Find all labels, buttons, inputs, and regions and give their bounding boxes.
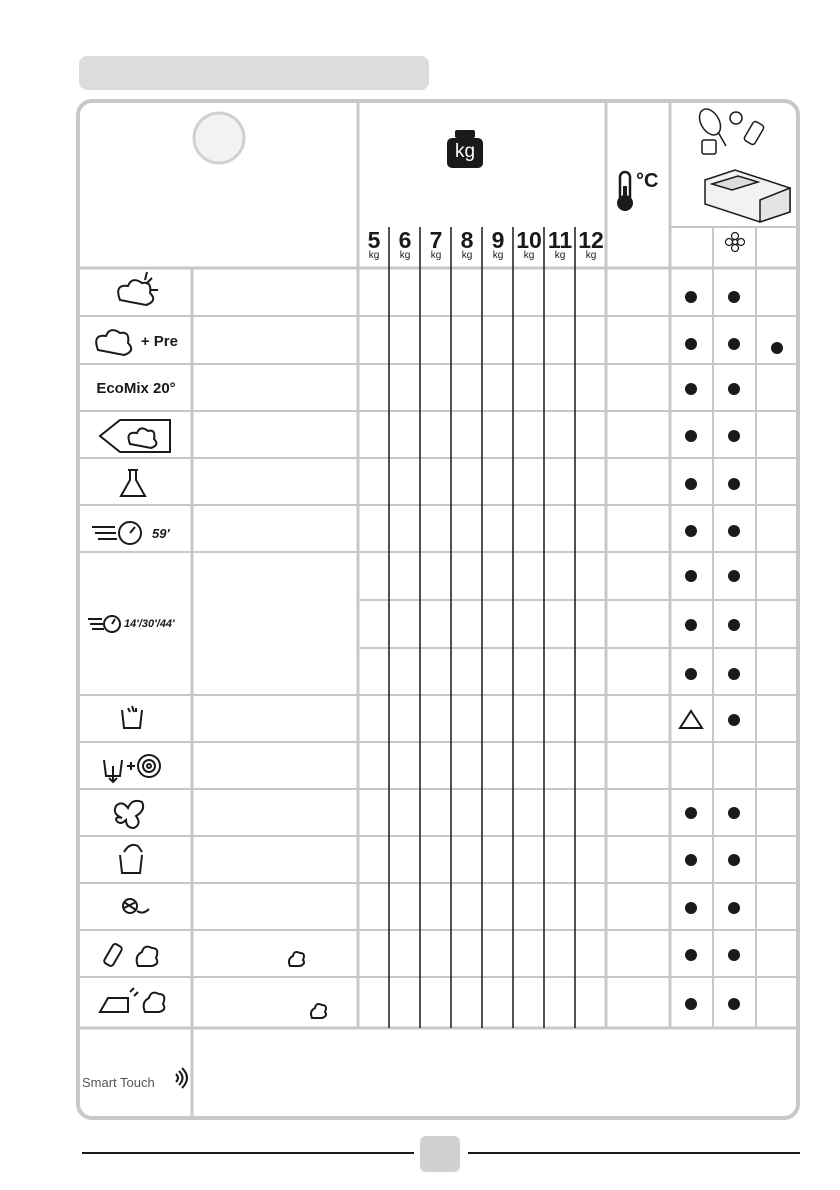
load-capacity-6kg [390,229,420,261]
compatibility-dot [685,291,697,303]
steam-cloud-icon [311,1004,326,1018]
compatibility-dot [771,342,783,354]
weight-icon-label: kg [454,141,476,162]
baby-steam-icon [103,943,157,967]
load-capacity-9kg [483,229,513,261]
rinse-icon [122,706,142,728]
compatibility-dot [728,338,740,350]
smart-touch-label: Smart Touch [82,1075,155,1090]
compatibility-dot [728,478,740,490]
delicates-butterfly-icon [115,801,143,828]
load-capacity-value: 9 [491,227,505,253]
rapid-timer-small-icon [88,616,120,632]
eco-cotton-tag-icon [100,420,170,452]
compatibility-dot [685,338,697,350]
hygiene-flask-icon [121,470,145,496]
load-capacity-value: 10 [516,227,542,253]
footer-line-left [82,1152,414,1154]
load-capacity-8kg [452,229,482,261]
thermometer-icon [617,172,633,211]
compatibility-dot [728,949,740,961]
smart-touch-wave-icon [176,1068,187,1088]
load-capacity-unit: kg [523,250,535,261]
compatibility-triangle [680,711,702,728]
drain-spin-icon [104,755,160,782]
load-capacity-unit: kg [368,250,380,261]
load-capacity-11kg [545,229,575,261]
iron-steam-icon [100,988,164,1012]
hand-wash-icon [120,845,142,873]
compatibility-dot [728,902,740,914]
temperature-unit-label: °C [636,170,659,192]
load-capacity-unit: kg [430,250,442,261]
ecomix-label: EcoMix 20° [96,379,176,397]
compatibility-dot [685,668,697,680]
footer-line-right [468,1152,800,1154]
cotton-stain-icon [118,272,158,305]
compatibility-dot [728,998,740,1010]
rapid-59-time-label: 59' [152,526,170,541]
compatibility-dot [728,619,740,631]
steam-cloud-icon [289,952,304,966]
load-capacity-10kg [514,229,544,261]
compatibility-dot [685,949,697,961]
load-capacity-value: 12 [578,227,604,253]
load-capacity-unit: kg [585,250,597,261]
compatibility-dot [685,478,697,490]
compatibility-dot [728,854,740,866]
compatibility-dot [685,998,697,1010]
compatibility-dot [685,525,697,537]
compatibility-dot [685,807,697,819]
load-capacity-7kg [421,229,451,261]
load-capacity-unit: kg [461,250,473,261]
compatibility-dot [728,430,740,442]
wool-icon [123,899,149,913]
program-knob-icon [194,113,244,163]
compatibility-dot [685,902,697,914]
compatibility-dot [728,807,740,819]
load-capacity-value: 6 [398,227,412,253]
rapid-timer-icon [92,522,141,544]
compatibility-dot [728,714,740,726]
load-capacity-value: 11 [547,227,573,253]
page-number-box [420,1136,460,1172]
load-capacity-5kg [359,229,389,261]
compatibility-dot [728,570,740,582]
load-capacity-value: 8 [460,227,474,253]
load-capacity-value: 5 [367,227,381,253]
load-capacity-unit: kg [554,250,566,261]
prewash-label: + Pre [140,332,178,350]
compatibility-dot [728,668,740,680]
rapid-short-time-label: 14'/30'/44' [124,618,175,630]
compatibility-marks [680,291,783,1010]
softener-flower-icon [726,233,745,252]
load-capacity-unit: kg [492,250,504,261]
load-capacity-12kg [576,229,606,261]
compatibility-dot [728,525,740,537]
compatibility-dot [685,430,697,442]
detergent-drawer-icon [695,105,790,222]
compatibility-dot [685,854,697,866]
compatibility-dot [685,570,697,582]
compatibility-dot [685,619,697,631]
compatibility-dot [685,383,697,395]
load-capacity-value: 7 [429,227,443,253]
compatibility-dot [728,383,740,395]
load-capacity-unit: kg [399,250,411,261]
compatibility-dot [728,291,740,303]
